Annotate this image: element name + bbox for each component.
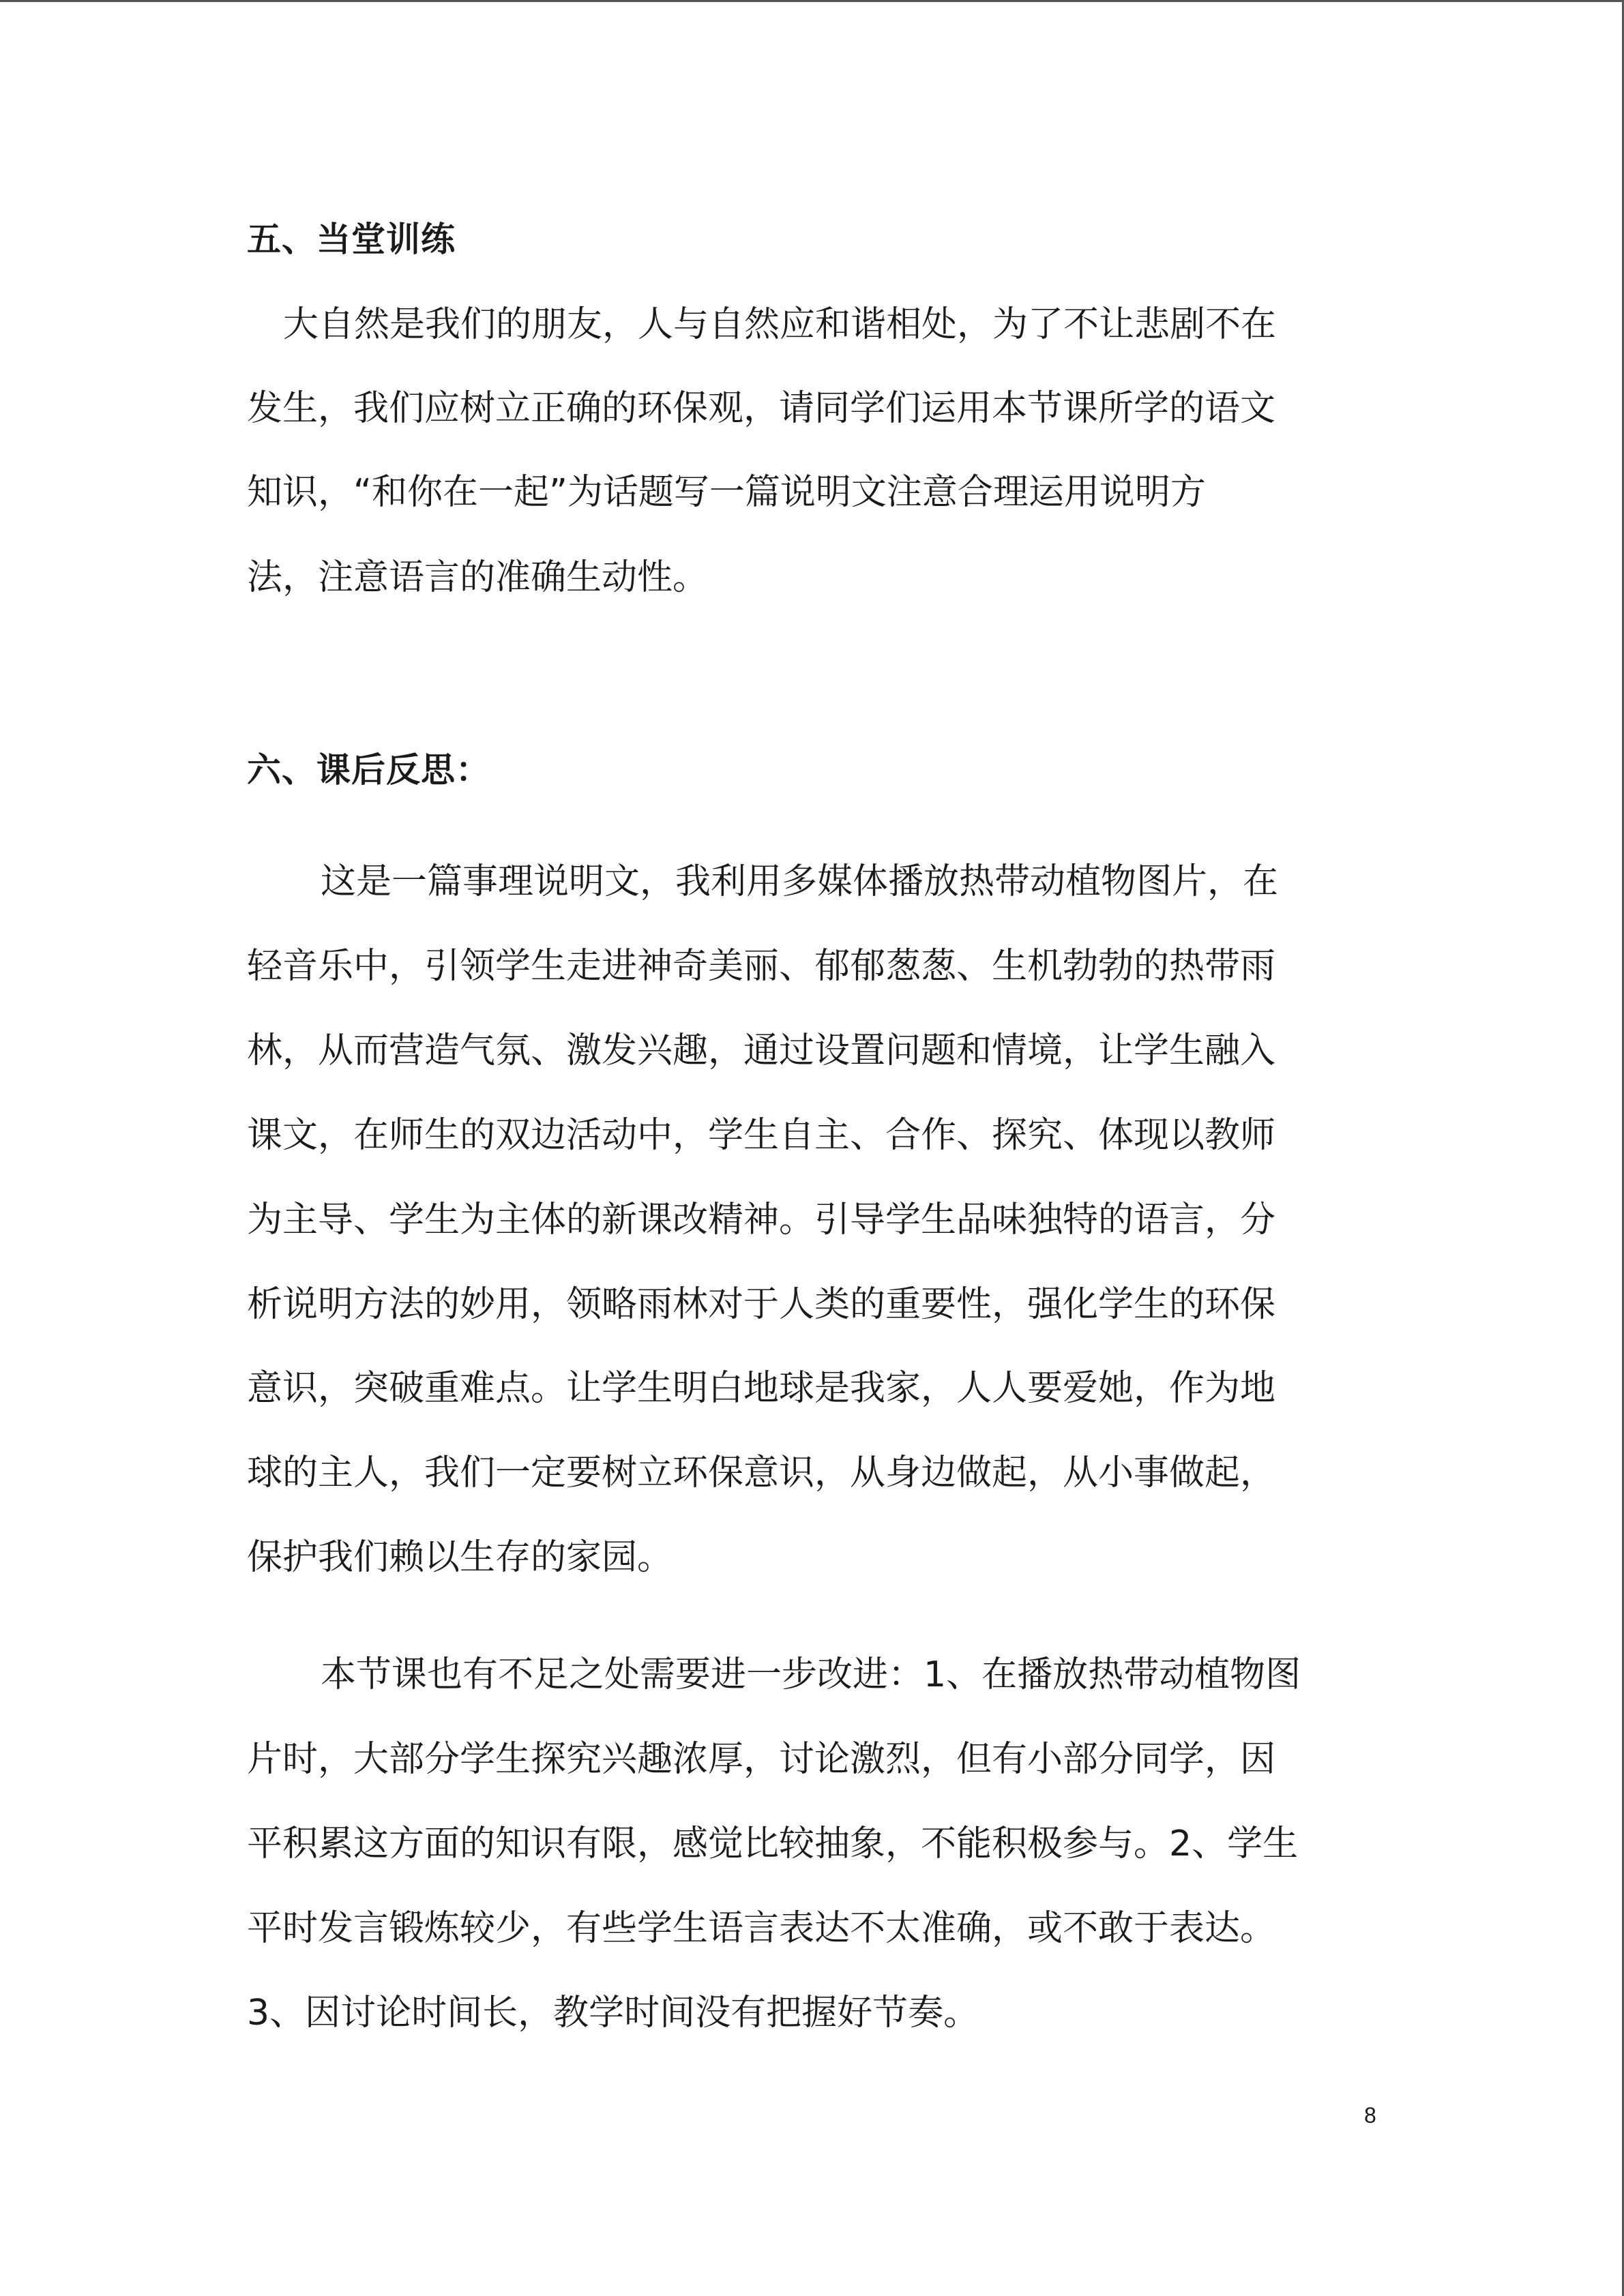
reflection-paragraph-1-line-1: 这是一篇事理说明文，我利用多媒体播放热带动植物图片，在 [321,861,1279,902]
reflection-paragraph-1-line-5: 为主导、学生为主体的新课改精神。引导学生品味独特的语言，分 [247,1199,1276,1240]
reflection-paragraph-1-line-7: 意识，突破重难点。让学生明白地球是我家，人人要爱她，作为地 [247,1368,1276,1409]
reflection-paragraph-1-line-9: 保护我们赖以生存的家园。 [247,1537,673,1578]
page-number: 8 [1364,2103,1376,2128]
section-5-line-2: 发生，我们应树立正确的环保观，请同学们运用本节课所学的语文 [247,388,1276,429]
reflection-paragraph-2-line-2: 片时，大部分学生探究兴趣浓厚，讨论激烈，但有小部分同学，因 [247,1739,1276,1780]
section-5-line-4: 法，注意语言的准确生动性。 [247,557,709,598]
reflection-paragraph-2-line-3: 平积累这方面的知识有限，感觉比较抽象，不能积极参与。2、学生 [247,1823,1299,1864]
reflection-paragraph-1-line-6: 析说明方法的妙用，领略雨林对于人类的重要性，强化学生的环保 [247,1284,1276,1325]
section-5-heading: 五、当堂训练 [247,220,456,259]
reflection-paragraph-2-line-5: 3、因讨论时间长，教学时间没有把握好节奏。 [247,1993,979,2033]
reflection-paragraph-1-line-4: 课文，在师生的双边活动中，学生自主、合作、探究、体现以教师 [247,1115,1276,1156]
reflection-paragraph-1-line-2: 轻音乐中，引领学生走进神奇美丽、郁郁葱葱、生机勃勃的热带雨 [247,946,1276,987]
section-5-line-1: 大自然是我们的朋友，人与自然应和谐相处，为了不让悲剧不在 [283,304,1277,345]
reflection-paragraph-2-line-1: 本节课也有不足之处需要进一步改进：1、在播放热带动植物图 [321,1654,1301,1695]
reflection-paragraph-1-line-3: 林，从而营造气氛、激发兴趣，通过设置问题和情境，让学生融入 [247,1030,1276,1071]
section-5-line-3: 知识，“和你在一起”为话题写一篇说明文注意合理运用说明方 [247,472,1206,513]
reflection-paragraph-1-line-8: 球的主人，我们一定要树立环保意识，从身边做起，从小事做起， [247,1452,1276,1493]
reflection-paragraph-2-line-4: 平时发言锻炼较少，有些学生语言表达不太准确，或不敢于表达。 [247,1908,1276,1949]
section-6-heading: 六、课后反思： [247,750,490,790]
